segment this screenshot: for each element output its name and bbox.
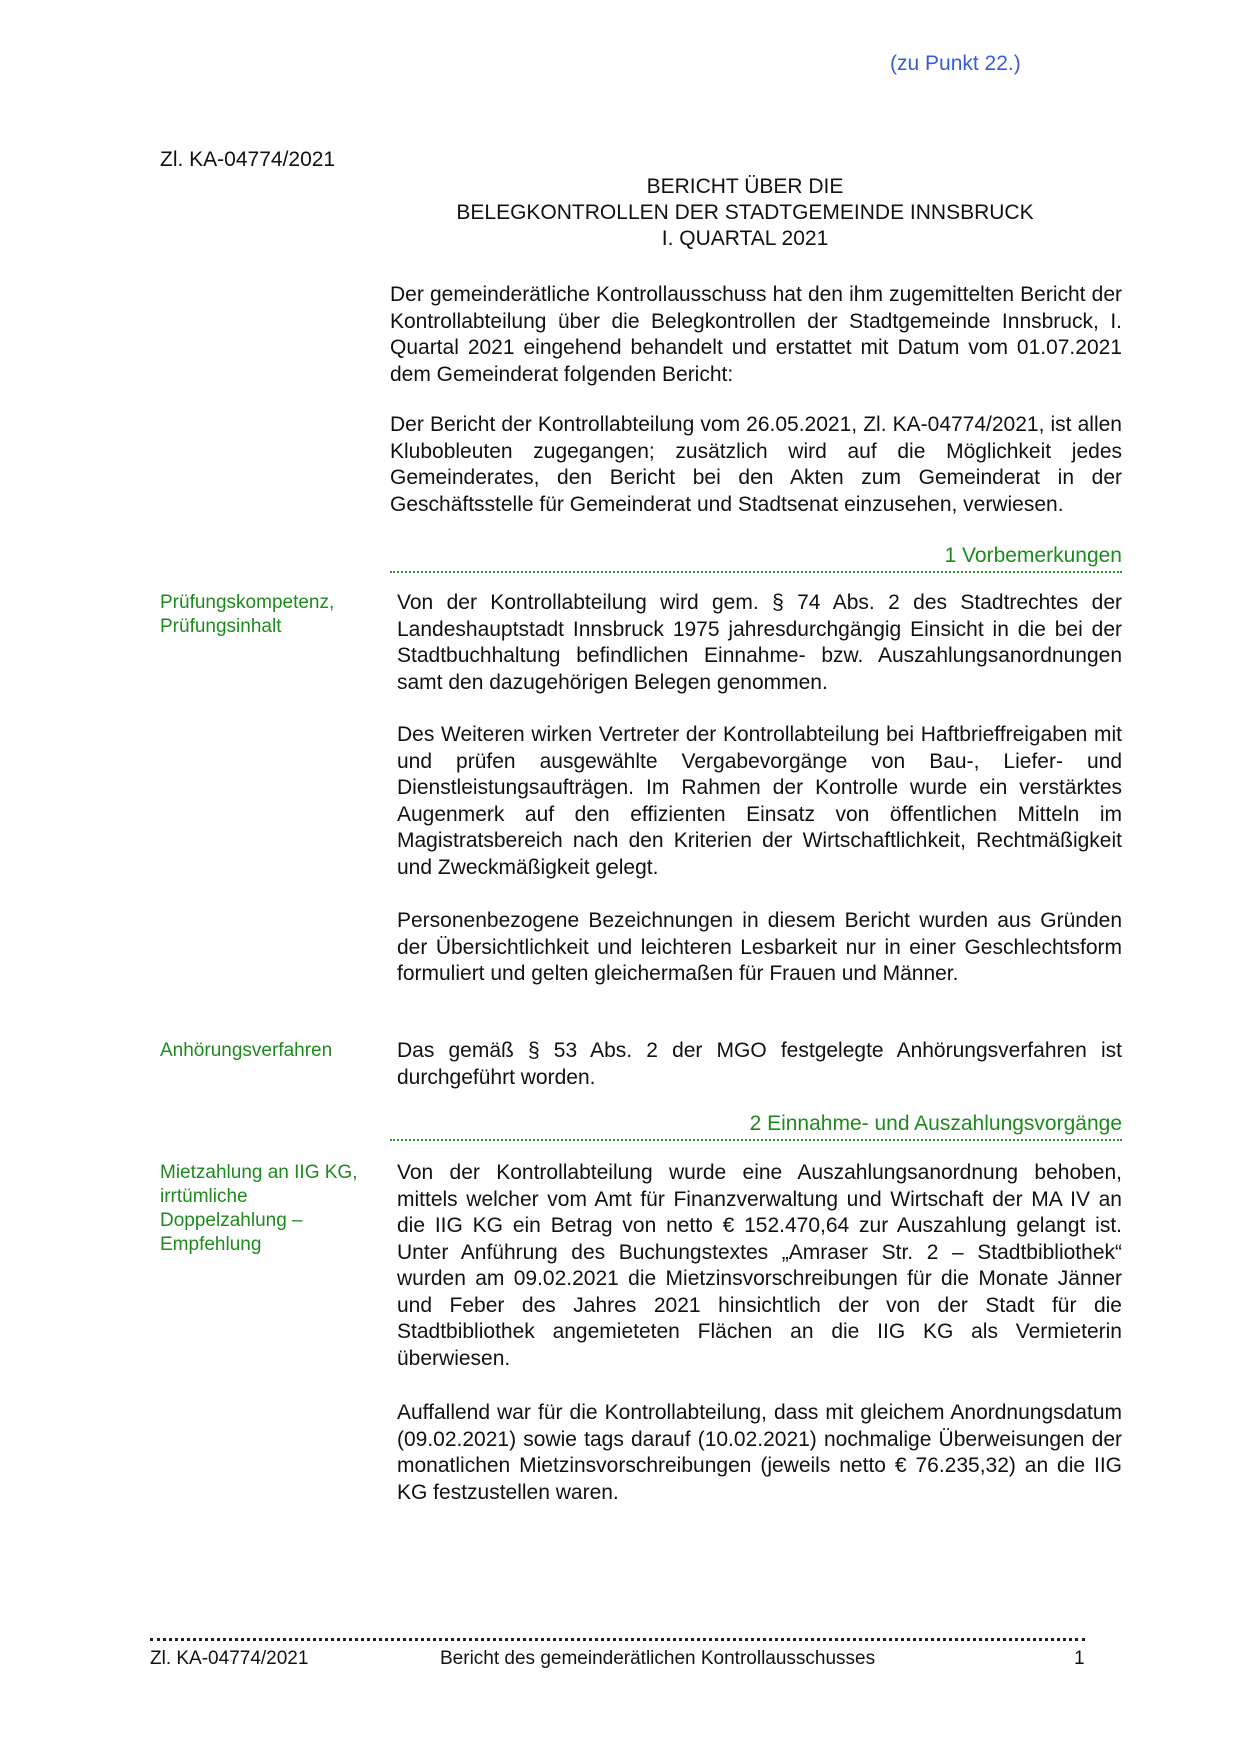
file-number: Zl. KA-04774/2021 [160,148,336,171]
title-line-3: I. QUARTAL 2021 [661,227,829,250]
footer-caption: Bericht des gemeinderätlichen Kontrollausschusses [440,1648,876,1669]
margin-note-pruefungskompetenz: Prüfungskompetenz, Prüfungsinhalt [160,592,335,637]
agenda-reference: (zu Punkt 22.) [890,52,1021,75]
title-line-1: BERICHT ÜBER DIE [646,175,844,198]
section-heading-1: 1 Vorbemerkungen [390,544,1122,573]
page-number: 1 [1074,1648,1085,1669]
section2-paragraph-1: Von der Kontrollabteilung wurde eine Auszahlungsanordnung behoben, mittels welcher vom Amt für Finanzverwaltung und Wirtschaft der MA IV an die IIG KG ein Betrag von netto € 152.470,64 zur Auszahlung gelangt ist. Unter Anführung des Buchungstextes „Amraser Str. 2 – Stadtbibliothek“ wurden am 09.02.2021 die Mietzinsvorschreibungen für die Monate Jänner und Feber des Jahres 2021 hinsichtlich der von der Stadt für die Stadtbibliothek angemieteten Flächen an die IIG KG als Vermieterin überwiesen. [397,1161,1122,1370]
section2-paragraph-2: Auffallend war für die Kontrollabteilung, dass mit gleichem Anordnungsdatum (09.02.2021) sowie tags darauf (10.02.2021) nochmalige Überweisungen der monatlichen Mietzinsvorschreibungen (jeweils netto € 76.235,32) an die IIG KG festzustellen waren. [397,1401,1122,1504]
intro-paragraph-2: Der Bericht der Kontrollabteilung vom 26.05.2021, Zl. KA-04774/2021, ist allen Klubobleuten zugegangen; zusätzlich wird auf die Möglichkeit jedes Gemeinderates, den Bericht bei den Akten zum Gemeinderat in der Geschäftsstelle für Gemeinderat und Stadtsenat einzusehen, verwiesen. [390,413,1122,516]
section1-paragraph-3: Personenbezogene Bezeichnungen in diesem Bericht wurden aus Gründen der Übersichtlichkeit und leichteren Lesbarkeit nur in einer Geschlechtsform formuliert und gelten gleichermaßen für Frauen und Männer. [397,909,1122,985]
page-title [390,174,1100,252]
section-heading-2: 2 Einnahme- und Auszahlungsvorgänge [390,1112,1122,1141]
title-line-2: BELEGKONTROLLEN DER STADTGEMEINDE INNSBRUCK [456,201,1034,224]
section1-paragraph-1: Von der Kontrollabteilung wird gem. § 74 Abs. 2 des Stadtrechtes der Landeshauptstadt Innsbruck 1975 jahresdurchgängig Einsicht in die bei der Stadtbuchhaltung befindlichen Einnahme- bzw. Auszahlungsanordnungen samt den dazugehörigen Belegen genommen. [397,591,1122,694]
margin-note-anhoerungsverfahren: Anhörungsverfahren [160,1040,333,1061]
section1-paragraph-4: Das gemäß § 53 Abs. 2 der MGO festgelegte Anhörungsverfahren ist durchgeführt worden. [397,1039,1122,1089]
section1-paragraph-2: Des Weiteren wirken Vertreter der Kontrollabteilung bei Haftbrieffreigaben mit und prüfen ausgewählte Vergabevorgänge von Bau-, Liefer- und Dienstleistungsaufträgen. Im Rahmen der Kontrolle wurde ein verstärktes Augenmerk auf den effizienten Einsatz von öffentlichen Mitteln im Magistratsbereich nach den Kriterien der Wirtschaftlichkeit, Rechtmäßigkeit und Zweckmäßigkeit gelegt. [397,723,1122,879]
intro-paragraph-1: Der gemeinderätliche Kontrollausschuss hat den ihm zugemittelten Bericht der Kontrollabteilung über die Belegkontrollen der Stadtgemeinde Innsbruck, I. Quartal 2021 eingehend behandelt und erstattet mit Datum vom 01.07.2021 dem Gemeinderat folgenden Bericht: [390,283,1122,386]
footer-file-number: Zl. KA-04774/2021 [150,1648,309,1669]
margin-note-mietzahlung: Mietzahlung an IIG KG, irrtümliche Doppelzahlung – Empfehlung [160,1162,358,1255]
footer-divider [150,1638,1085,1641]
